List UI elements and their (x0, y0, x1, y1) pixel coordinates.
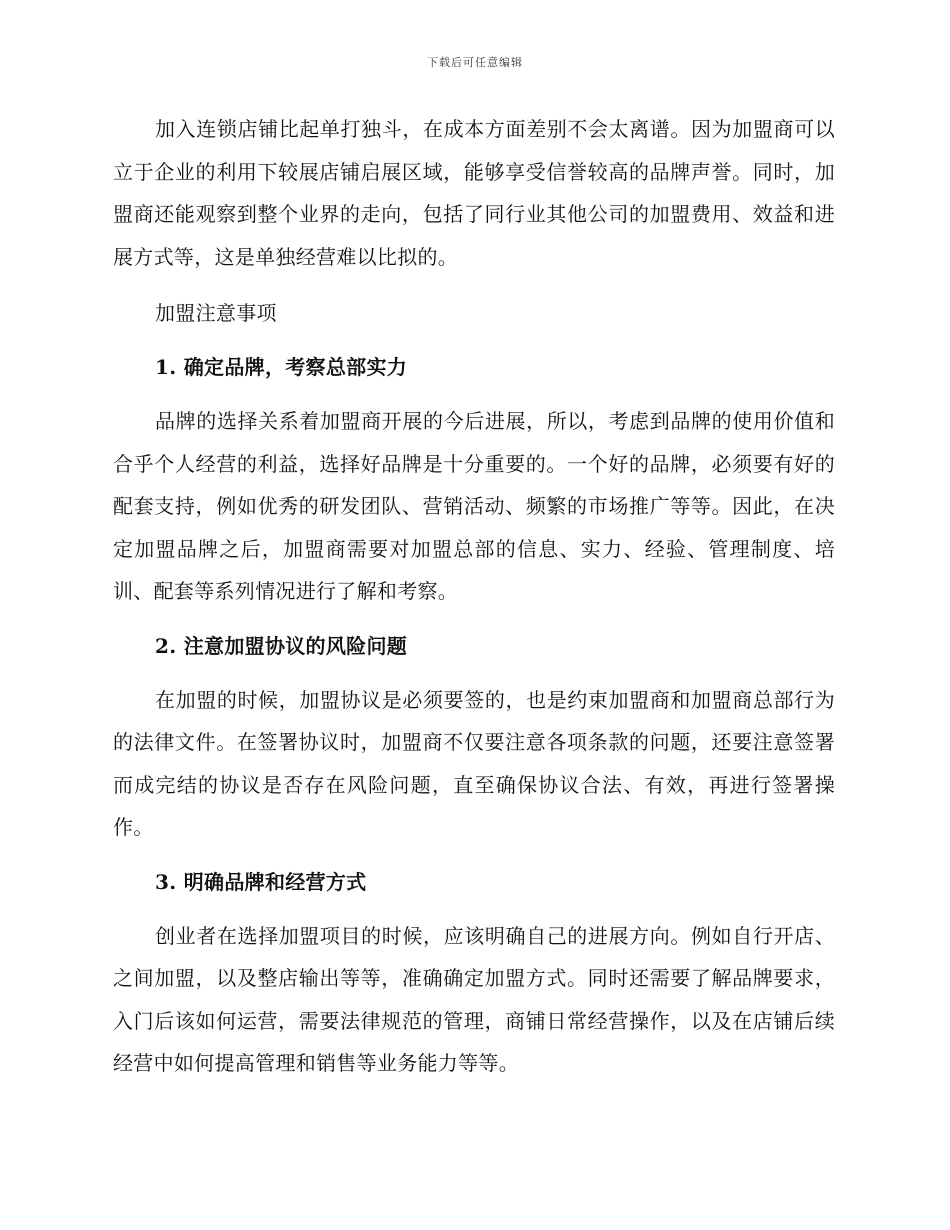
subheading-2: 2. 注意加盟协议的风险问题 (155, 633, 408, 658)
spacer (113, 613, 835, 625)
spacer (113, 849, 835, 861)
document-body (113, 108, 835, 1085)
subheading-1: 1. 确定品牌，考察总部实力 (155, 355, 408, 379)
paragraph-intro: 加入连锁店铺比起单打独斗，在成本方面差别不会太离谱。因为加盟商可以立于企业的利用下较展店铺启展区域，能够享受信誉较高的品牌声誉。同时，加盟商还能观察到整个业界的走向，包括了同行业其他公司的加盟费用、效益和进展方式等，这是单独经营难以比拟的。 (113, 117, 835, 269)
paragraph-operation: 创业者在选择加盟项目的时候，应该明确自己的进展方向。例如自行开店、之间加盟，以及整店输出等等，准确确定加盟方式。同时还需要了解品牌要求，入门后该如何运营，需要法律规范的管理，商铺日常经营操作，以及在店铺后续经营中如何提高管理和销售等业务能力等等。 (113, 923, 835, 1075)
subheading-3: 3. 明确品牌和经营方式 (155, 869, 367, 894)
paragraph-brand: 品牌的选择关系着加盟商开展的今后进展，所以，考虑到品牌的使用价值和合乎个人经营的利益，选择好品牌是十分重要的。一个好的品牌，必须要有好的配套支持，例如优秀的研发团队、营销活动、频繁的市场推广等等。因此，在决定加盟品牌之后，加盟商需要对加盟总部的信息、实力、经验、管理制度、培训、配套等系列情况进行了解和考察。 (113, 409, 835, 603)
section-title: 加盟注意事项 (155, 301, 277, 325)
paragraph-agreement: 在加盟的时候，加盟协议是必须要签的，也是约束加盟商和加盟商总部行为的法律文件。在签署协议时，加盟商不仅要注意各项条款的问题，还要注意签署而成完结的协议是否存在风险问题，直至确保协议合法、有效，再进行签署操作。 (113, 687, 835, 839)
spacer (113, 388, 835, 400)
spacer (113, 278, 835, 292)
spacer (113, 903, 835, 915)
spacer (113, 667, 835, 679)
page-header: 下载后可任意编辑 (427, 56, 523, 69)
spacer (113, 334, 835, 346)
